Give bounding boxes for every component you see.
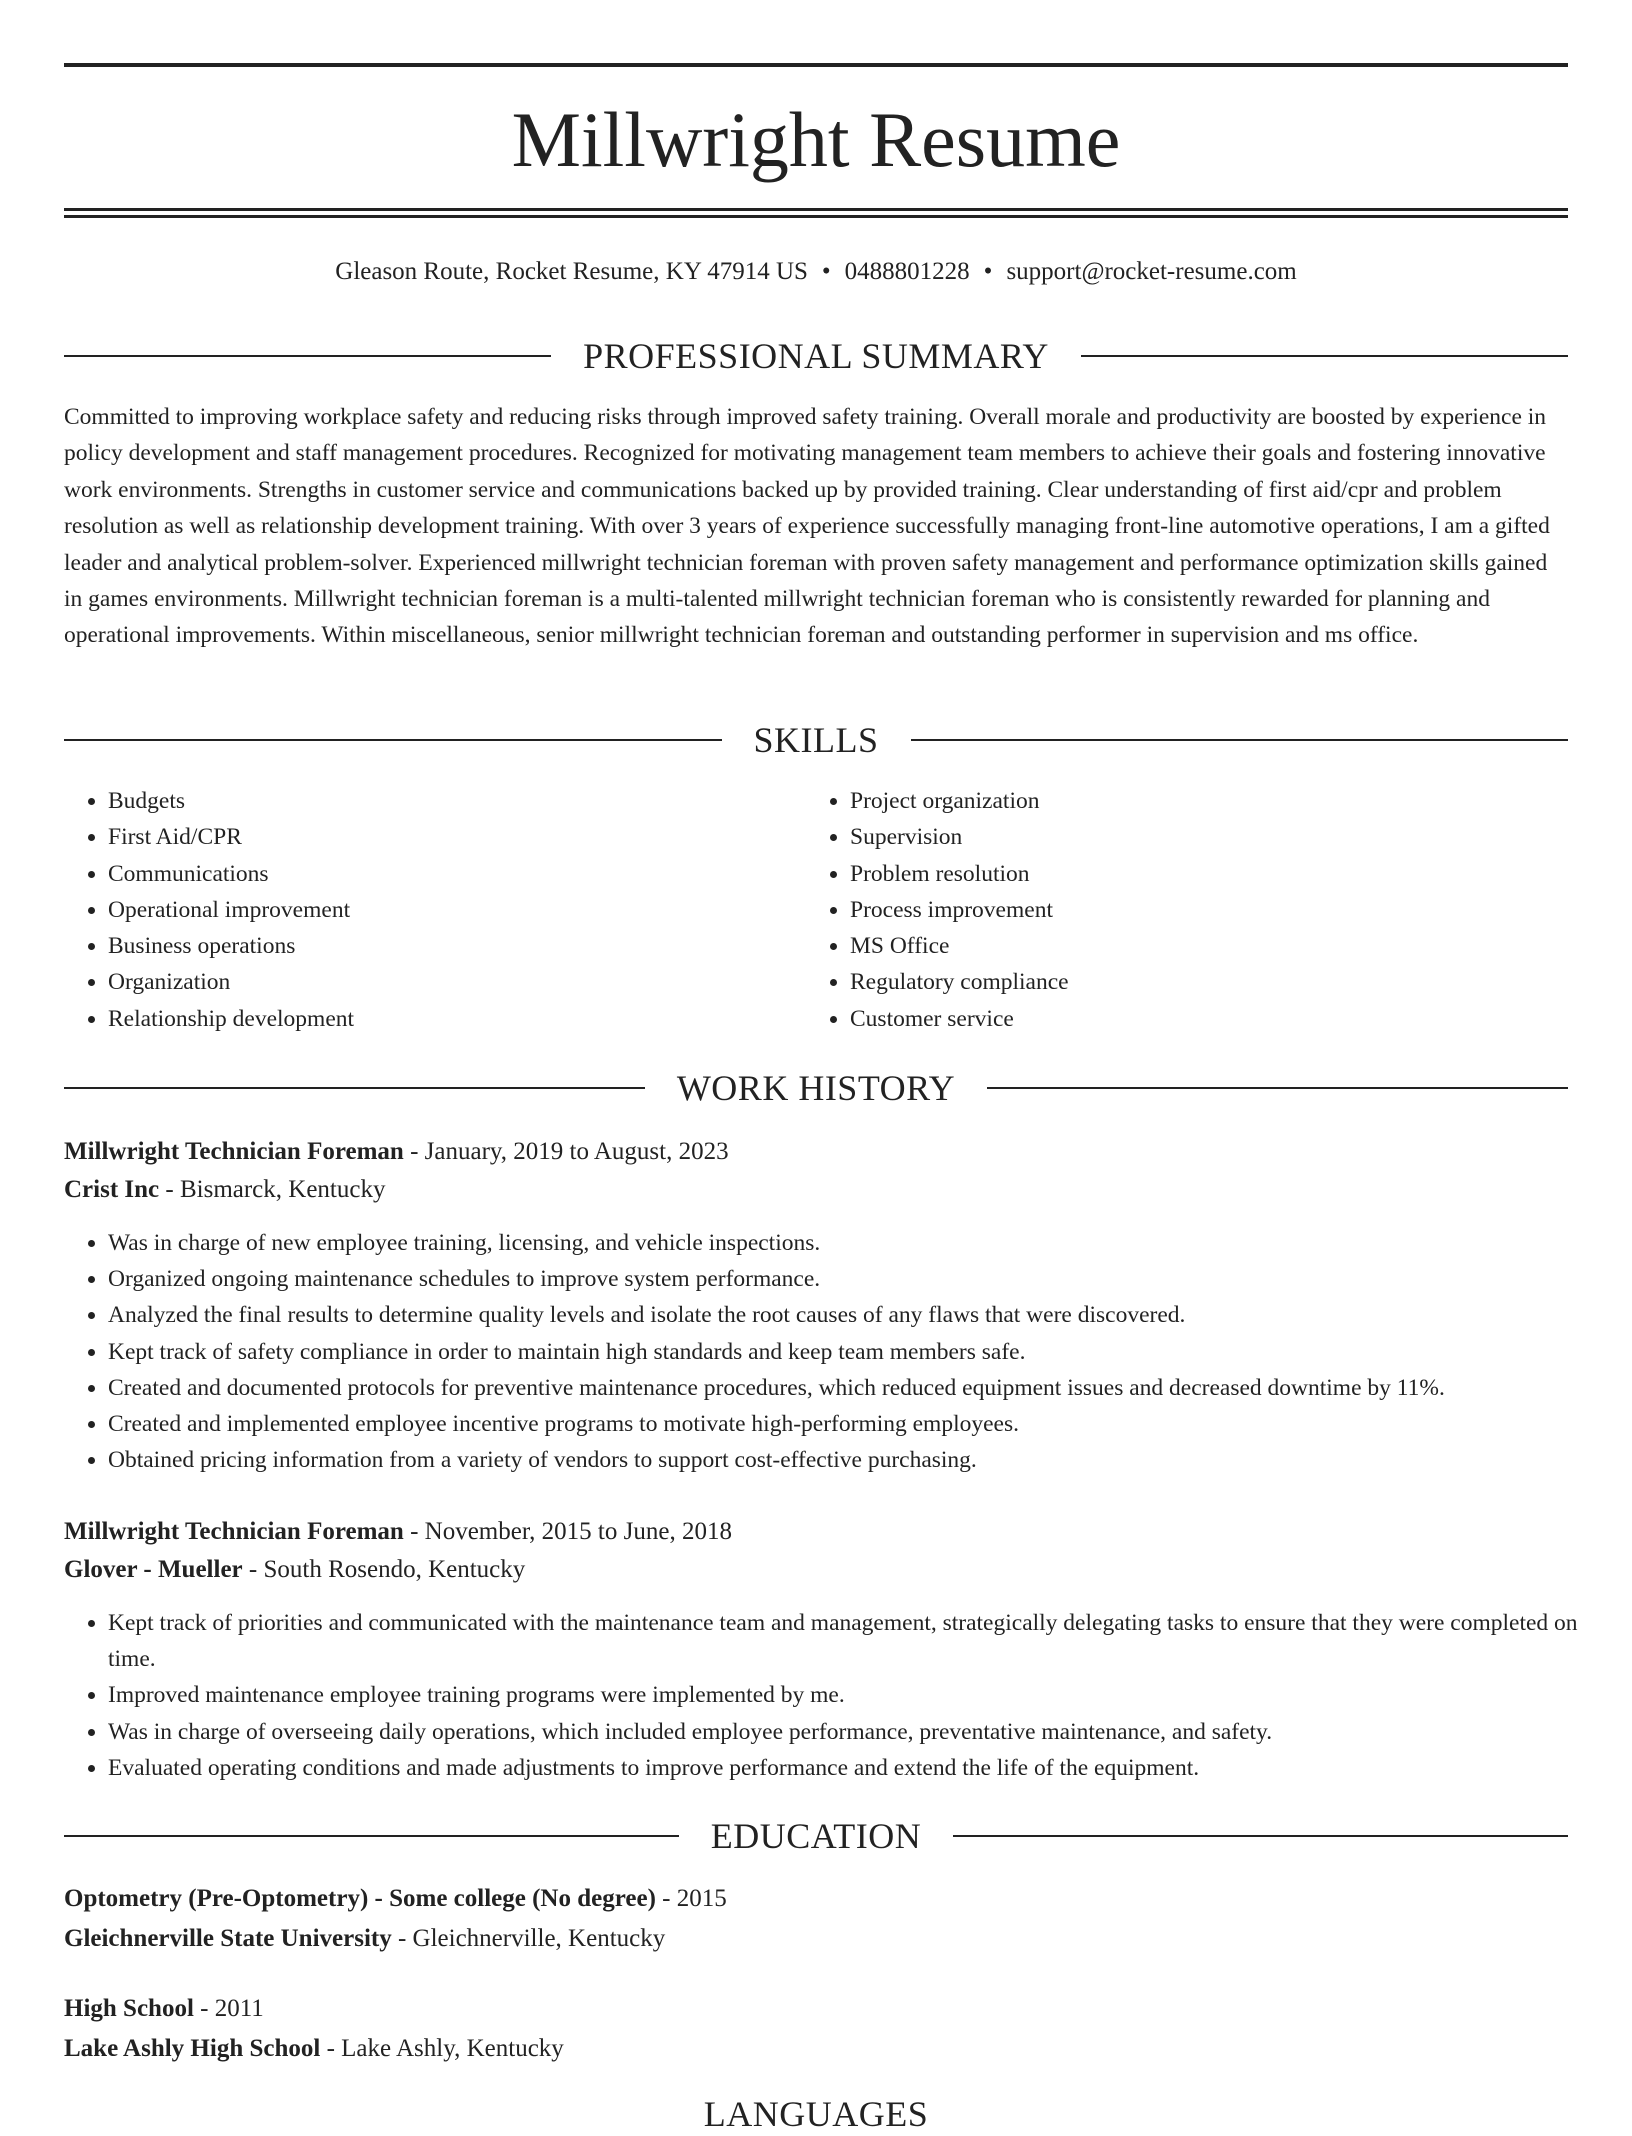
contact-separator: • xyxy=(821,258,831,285)
skill-item: • Relationship development xyxy=(108,1001,808,1037)
summary-text: Committed to improving workplace safety and reducing risks through improved safety training. Overall morale and productivity are boosted by experience in policy development and staff management procedures. Recognized for motivating management team members to achieve their goals and fostering innovative work environments. Strengths in customer service and communications backed up by provided training. Clear understanding of first aid/cpr and problem resolution as well as relationship development training. With over 3 years of experience successfully managing front-line automotive operations, I am a gifted leader and analytical problem-solver. Experienced millwright technician foreman with proven safety management and performance optimization skills gained in games environments. Millwright technician foreman is a multi-talented millwright technician foreman who is consistently rewarded for planning and operational improvements. Within miscellaneous, senior millwright technician foreman and outstanding performer in supervision and ms office. xyxy=(64,404,1550,649)
education-location: - Lake Ashly, Kentucky xyxy=(320,2035,564,2062)
job-company: Crist Inc xyxy=(64,1176,160,1203)
education-degree-line xyxy=(64,1991,264,2027)
job-bullets xyxy=(64,1225,1588,1478)
title-rule-upper xyxy=(64,208,1568,211)
contact-email: support@rocket-resume.com xyxy=(1006,258,1297,285)
job-bullet: • Evaluated operating conditions and made adjustments to improve performance and extend the life of the equipment. xyxy=(108,1750,1588,1786)
skill-item: • Regulatory compliance xyxy=(850,964,1550,1000)
education-year: - 2011 xyxy=(193,1995,264,2022)
job-company: Glover - Mueller xyxy=(64,1556,243,1583)
section-title-summary: PROFESSIONAL SUMMARY xyxy=(583,336,1049,376)
skill-item: • Business operations xyxy=(108,928,808,964)
job-bullet: • Created and implemented employee incentive programs to motivate high-performing employees. xyxy=(108,1406,1588,1442)
job-location: - South Rosendo, Kentucky xyxy=(242,1556,526,1583)
job-dates: - January, 2019 to August, 2023 xyxy=(403,1138,729,1165)
education-school: Lake Ashly High School xyxy=(64,2035,321,2062)
job-bullets xyxy=(64,1605,1588,1786)
skill-item: • Process improvement xyxy=(850,892,1550,928)
job-dates: - November, 2015 to June, 2018 xyxy=(403,1518,732,1545)
education-location: - Gleichnerville, Kentucky xyxy=(391,1925,666,1952)
skill-item: • MS Office xyxy=(850,928,1550,964)
job-bullet: • Was in charge of overseeing daily operations, which included employee performance, preventative maintenance, and safety. xyxy=(108,1714,1588,1750)
job-bullet: • Organized ongoing maintenance schedules to improve system performance. xyxy=(108,1261,1588,1297)
skill-item: • Customer service xyxy=(850,1001,1550,1037)
job-bullet: • Kept track of priorities and communicated with the maintenance team and management, strategically delegating tasks to ensure that they were completed on time. xyxy=(108,1605,1588,1677)
education-degree: Optometry (Pre-Optometry) - Some college (No degree) xyxy=(64,1885,656,1912)
section-title-skills: SKILLS xyxy=(753,720,879,760)
section-divider xyxy=(64,1087,645,1089)
section-header-work xyxy=(64,1066,1568,1110)
contact-phone: 0488801228 xyxy=(844,258,970,285)
section-divider xyxy=(911,739,1569,741)
section-header-skills xyxy=(64,718,1568,762)
skill-item: • Budgets xyxy=(108,783,808,819)
job-company-line xyxy=(64,1172,385,1208)
job-location: - Bismarck, Kentucky xyxy=(159,1176,386,1203)
skill-item: • First Aid/CPR xyxy=(108,819,808,855)
title-rule-lower xyxy=(64,215,1568,218)
skill-item: • Organization xyxy=(108,964,808,1000)
section-divider xyxy=(64,1835,679,1837)
education-school-line xyxy=(64,2031,564,2067)
education-year: - 2015 xyxy=(655,1885,727,1912)
skills-list-left xyxy=(64,783,808,1037)
section-header-languages xyxy=(64,2092,1568,2136)
skills-list-right xyxy=(806,783,1550,1037)
job-title-line xyxy=(64,1134,729,1170)
contact-address: Gleason Route, Rocket Resume, KY 47914 US xyxy=(335,258,808,285)
job-title: Millwright Technician Foreman xyxy=(64,1518,404,1545)
job-bullet: • Kept track of safety compliance in order to maintain high standards and keep team members safe. xyxy=(108,1334,1588,1370)
education-school-line xyxy=(64,1921,665,1957)
contact-separator: • xyxy=(983,258,993,285)
job-bullet: • Analyzed the final results to determine quality levels and isolate the root causes of any flaws that were discovered. xyxy=(108,1297,1588,1333)
section-title-education: EDUCATION xyxy=(710,1816,922,1856)
education-degree-line xyxy=(64,1881,727,1917)
job-title-line xyxy=(64,1514,732,1550)
skill-item: • Communications xyxy=(108,856,808,892)
skill-item: • Supervision xyxy=(850,819,1550,855)
section-divider xyxy=(987,1087,1568,1089)
section-title-work: WORK HISTORY xyxy=(676,1068,956,1108)
resume-title: Millwright Resume xyxy=(511,96,1121,183)
job-bullet: • Obtained pricing information from a variety of vendors to support cost-effective purchasing. xyxy=(108,1442,1588,1478)
section-title-languages: LANGUAGES xyxy=(703,2094,929,2134)
skill-item: • Problem resolution xyxy=(850,856,1550,892)
job-title: Millwright Technician Foreman xyxy=(64,1138,404,1165)
top-rule xyxy=(64,63,1568,67)
section-divider xyxy=(953,1835,1568,1837)
section-divider xyxy=(64,739,722,741)
skill-item: • Project organization xyxy=(850,783,1550,819)
skill-item: • Operational improvement xyxy=(108,892,808,928)
section-divider xyxy=(1081,355,1568,357)
education-school: Gleichnerville State University xyxy=(64,1925,392,1952)
job-bullet: • Was in charge of new employee training, licensing, and vehicle inspections. xyxy=(108,1225,1588,1261)
section-header-education xyxy=(64,1814,1568,1858)
job-bullet: • Created and documented protocols for preventive maintenance procedures, which reduced equipment issues and decreased downtime by 11%. xyxy=(108,1370,1588,1406)
job-bullet: • Improved maintenance employee training programs were implemented by me. xyxy=(108,1677,1588,1713)
section-divider xyxy=(64,355,551,357)
education-degree: High School xyxy=(64,1995,194,2022)
contact-line xyxy=(64,254,1568,290)
job-company-line xyxy=(64,1552,525,1588)
section-header-summary xyxy=(64,334,1568,378)
